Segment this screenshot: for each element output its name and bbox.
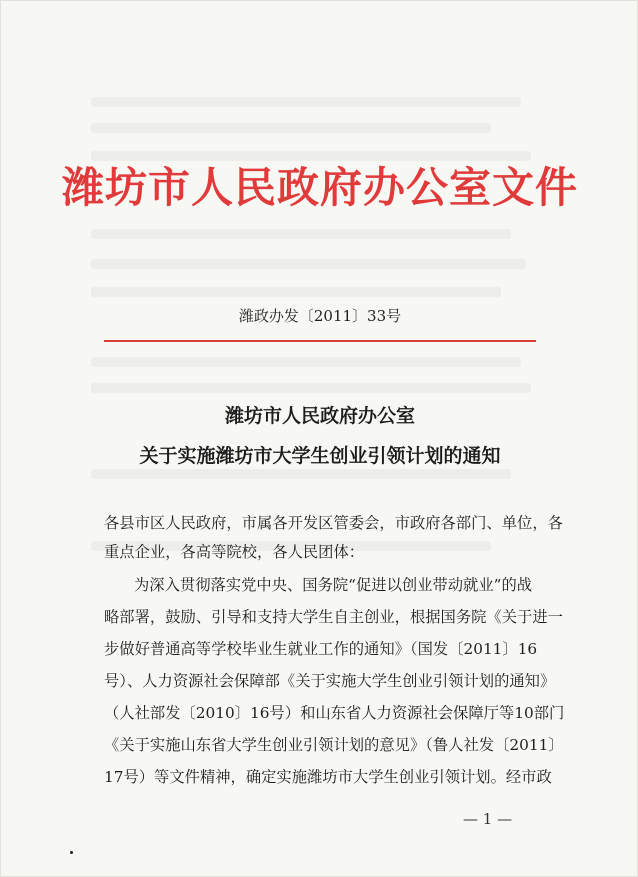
body-paragraph-line: 《关于实施山东省大学生创业引领计划的意见》（鲁人社发〔2011〕: [104, 736, 564, 754]
document-title-line-1: 潍坊市人民政府办公室: [224, 405, 415, 427]
page-number: — 1 —: [463, 810, 513, 828]
body-paragraph-line: 步做好普通高等学校毕业生就业工作的通知》（国发〔2011〕16: [104, 640, 538, 658]
show-through-line: [91, 469, 511, 479]
red-divider-rule: [104, 340, 536, 342]
show-through-line: [91, 259, 526, 269]
show-through-line: [91, 97, 521, 107]
body-paragraph-line: 17号）等文件精神，确定实施潍坊市大学生创业引领计划。经市政: [104, 768, 552, 786]
body-paragraph-line: （人社部发〔2010〕16号）和山东省人力资源社会保障厅等10部门: [104, 704, 565, 722]
addressee-line: 重点企业，各高等院校，各人民团体：: [104, 543, 365, 561]
show-through-line: [91, 287, 501, 297]
body-paragraph-line: 略部署，鼓励、引导和支持大学生自主创业，根据国务院《关于进一: [104, 608, 563, 626]
document-masthead: 潍坊市人民政府办公室文件: [61, 163, 578, 212]
show-through-line: [91, 383, 531, 393]
body-paragraph-line: 为深入贯彻落实党中央、国务院“促进以创业带动就业”的战: [134, 576, 533, 594]
document-title-line-2: 关于实施潍坊市大学生创业引领计划的通知: [139, 445, 501, 467]
body-paragraph-line: 号）、人力资源社会保障部《关于实施大学生创业引领计划的通知》: [104, 672, 556, 690]
show-through-line: [91, 123, 491, 133]
show-through-line: [91, 229, 511, 239]
show-through-line: [91, 357, 521, 367]
addressee-line: 各县市区人民政府，市属各开发区管委会，市政府各部门、单位，各: [104, 514, 563, 532]
scan-speck: [70, 851, 73, 854]
document-number: 潍政办发〔2011〕33号: [238, 307, 402, 325]
